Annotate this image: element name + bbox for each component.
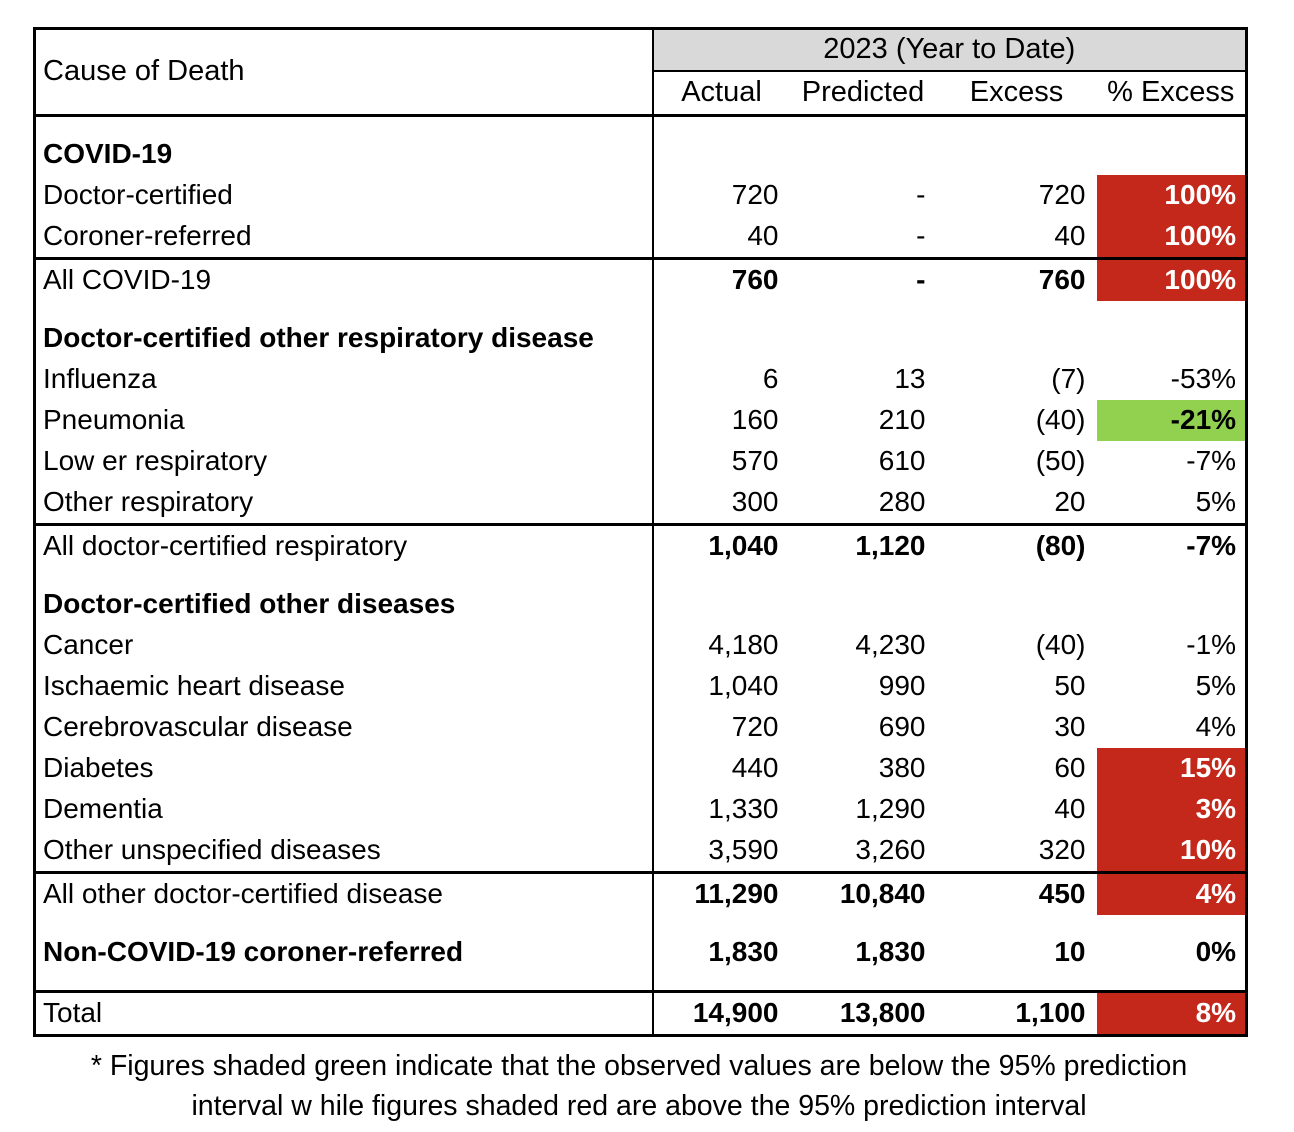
predicted-cell [790,116,937,135]
cause-cell [35,301,653,318]
predicted-cell: 610 [878,445,926,477]
excess-cell: 760 [937,259,1097,302]
pct-excess-cell: -1% [1186,629,1237,661]
pct-excess-cell [1097,584,1247,625]
actual-cell: 40 [747,220,779,252]
cause-cell: Cancer [35,625,653,666]
table-row [35,666,1247,707]
predicted-cell: 690 [878,711,926,743]
pct-excess-cell: 100% [1097,175,1247,216]
actual-cell [653,584,790,625]
predicted-cell [790,584,937,625]
table-row [35,134,1247,175]
table-row [35,584,1247,625]
cause-cell: Doctor-certified other diseases [35,584,653,625]
actual-cell [653,567,790,584]
pct-excess-cell: 3% [1097,789,1247,830]
table-row [35,567,1247,584]
excess-cell: (40) [1035,629,1086,661]
cause-cell: All other doctor-certified disease [35,873,653,916]
excess-cell: (80) [937,525,1097,568]
pct-excess-cell: -7% [1186,445,1237,477]
predicted-cell: 13,800 [790,992,937,1036]
cause-cell: Dementia [35,789,653,830]
excess-cell [937,973,1097,992]
excess-cell: 1,100 [937,992,1097,1036]
pct-excess-cell: 0% [1195,936,1237,968]
pct-excess-cell: -7% [1097,525,1247,568]
excess-cell: 10 [1054,936,1086,968]
pct-excess-cell: 15% [1097,748,1247,789]
pct-excess-cell [1097,973,1247,992]
pct-excess-cell: 100% [1097,259,1247,302]
table-row [35,175,1247,216]
predicted-cell: 1,120 [790,525,937,568]
year-to-date-header: 2023 (Year to Date) [653,29,1247,72]
pct-excess-cell: 10% [1097,830,1247,873]
cause-cell: Coroner-referred [35,216,653,259]
predicted-cell: - [916,179,926,211]
actual-column-header: Actual [653,71,790,116]
predicted-cell: 3,260 [855,834,926,866]
cause-cell [35,915,653,932]
actual-cell [653,318,790,359]
predicted-cell: 1,290 [855,793,926,825]
table-row [35,789,1247,830]
pct-excess-cell: 8% [1097,992,1247,1036]
cause-cell: Doctor-certified other respiratory disease [35,318,653,359]
pct-excess-cell: 4% [1097,873,1247,916]
excess-deaths-table [33,27,1248,1037]
table-row [35,973,1247,992]
actual-cell: 570 [731,445,779,477]
table-row [35,748,1247,789]
predicted-cell [790,567,937,584]
table-row [35,830,1247,873]
excess-cell: 20 [1054,486,1086,518]
excess-cell [937,318,1097,359]
table-row [35,400,1247,441]
excess-cell: 450 [937,873,1097,916]
predicted-cell: - [790,259,937,302]
actual-cell: 440 [731,752,779,784]
predicted-cell: 210 [878,404,926,436]
cause-cell [35,973,653,992]
cause-cell: Other unspecified diseases [35,830,653,873]
excess-cell: 40 [1054,220,1086,252]
pct-excess-cell: 4% [1195,711,1237,743]
actual-cell: 760 [653,259,790,302]
excess-cell [937,301,1097,318]
actual-cell: 4,180 [708,629,779,661]
table-row [35,873,1247,916]
pct-excess-cell: 5% [1195,486,1237,518]
footnote [33,1046,1245,1127]
actual-cell: 14,900 [653,992,790,1036]
pct-excess-cell: -21% [1097,400,1247,441]
predicted-cell: 1,830 [855,936,926,968]
cause-cell: All doctor-certified respiratory [35,525,653,568]
actual-cell: 160 [731,404,779,436]
excess-cell: 40 [1054,793,1086,825]
table-row [35,301,1247,318]
table-row [35,359,1247,400]
predicted-column-header: Predicted [790,71,937,116]
predicted-cell [790,318,937,359]
actual-cell [653,301,790,318]
pct-excess-column-header: % Excess [1097,71,1247,116]
excess-cell: (50) [1035,445,1086,477]
cause-cell: All COVID-19 [35,259,653,302]
pct-excess-cell: 100% [1097,216,1247,259]
predicted-cell: 380 [878,752,926,784]
actual-cell: 1,330 [708,793,779,825]
pct-excess-cell: 5% [1195,670,1237,702]
cause-cell: Pneumonia [35,400,653,441]
actual-cell [653,973,790,992]
actual-cell [653,116,790,135]
actual-cell: 11,290 [653,873,790,916]
cause-cell: Ischaemic heart disease [35,666,653,707]
excess-cell [937,116,1097,135]
predicted-cell: 13 [894,363,926,395]
pct-excess-cell: -53% [1170,363,1237,395]
cause-cell: Non-COVID-19 coroner-referred [35,932,653,973]
table-row [35,216,1247,259]
excess-column-header: Excess [937,71,1097,116]
pct-excess-cell [1097,116,1247,135]
table-row [35,625,1247,666]
footnote-line-2: interval w hile figures shaded red are above the 95% prediction interval [191,1090,1087,1123]
actual-cell: 1,040 [708,670,779,702]
table-row [35,525,1247,568]
cause-cell: Other respiratory [35,482,653,525]
excess-cell: (40) [1035,404,1086,436]
table-row [35,707,1247,748]
table-row [35,318,1247,359]
cause-cell [35,116,653,135]
predicted-cell: 990 [878,670,926,702]
cause-of-death-header: Cause of Death [35,29,653,116]
cause-cell: COVID-19 [35,134,653,175]
cause-cell: Doctor-certified [35,175,653,216]
actual-cell [653,915,790,932]
actual-cell: 720 [731,179,779,211]
predicted-cell [790,973,937,992]
actual-cell: 1,040 [653,525,790,568]
cause-cell: Diabetes [35,748,653,789]
pct-excess-cell [1097,567,1247,584]
table-row [35,116,1247,135]
actual-cell [653,134,790,175]
cause-cell: Low er respiratory [35,441,653,482]
excess-cell: 320 [1038,834,1086,866]
predicted-cell [790,915,937,932]
predicted-cell: 280 [878,486,926,518]
pct-excess-cell [1097,301,1247,318]
actual-cell: 1,830 [708,936,779,968]
predicted-cell: 4,230 [855,629,926,661]
excess-cell: 60 [1054,752,1086,784]
pct-excess-cell [1097,915,1247,932]
table-row [35,932,1247,973]
cause-cell: Total [35,992,653,1036]
actual-cell: 720 [731,711,779,743]
table-row [35,915,1247,932]
excess-cell: 720 [1038,179,1086,211]
actual-cell: 3,590 [708,834,779,866]
excess-cell [937,567,1097,584]
cause-cell: Cerebrovascular disease [35,707,653,748]
excess-cell [937,915,1097,932]
table-row [35,441,1247,482]
predicted-cell: - [916,220,926,252]
excess-cell: (7) [1051,363,1086,395]
excess-cell: 30 [1054,711,1086,743]
excess-cell [937,584,1097,625]
table-row [35,482,1247,525]
predicted-cell [790,134,937,175]
cause-cell [35,567,653,584]
table-row [35,259,1247,302]
predicted-cell: 10,840 [790,873,937,916]
table-body [35,116,1247,1036]
excess-cell [937,134,1097,175]
pct-excess-cell [1097,134,1247,175]
cause-cell: Influenza [35,359,653,400]
actual-cell: 6 [762,363,779,395]
actual-cell: 300 [731,486,779,518]
footnote-line-1: * Figures shaded green indicate that the observed values are below the 95% prediction [90,1050,1188,1082]
excess-cell: 50 [1054,670,1086,702]
pct-excess-cell [1097,318,1247,359]
table-row [35,992,1247,1036]
header-row-year [35,29,1247,72]
predicted-cell [790,301,937,318]
